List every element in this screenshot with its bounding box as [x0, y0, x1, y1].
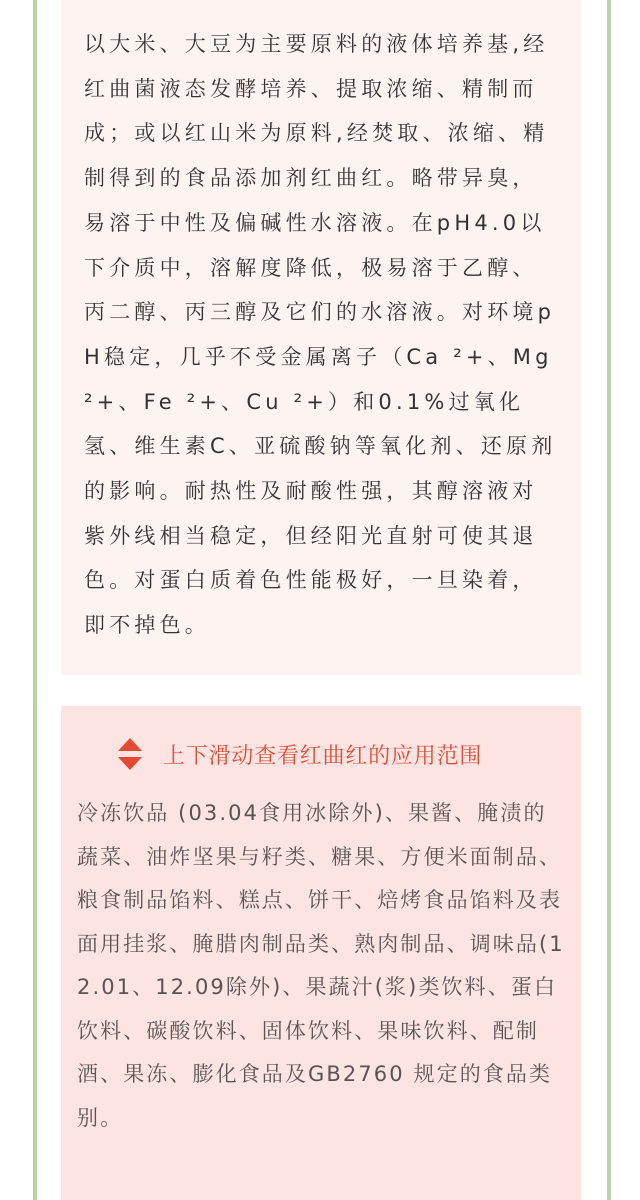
scope-text: 冷冻饮品 (03.04食用冰除外)、果酱、腌渍的蔬菜、油炸坚果与籽类、糖果、方便米面制品、粮食制品馅料、糕点、饼干、焙烤食品馅料及表面用挂浆、腌腊肉制品类、熟肉制品、调味品(12.01、12.09除外)、果蔬汁(浆)类饮料、蛋白饮料、碳酸饮料、固体饮料、果味饮料、配制酒、果冻、膨化食品及GB2760 规定的食品类别。 [77, 801, 565, 1130]
scope-header [117, 736, 482, 772]
description-text: 以大米、大豆为主要原料的液体培养基,经红曲菌液态发酵培养、提取浓缩、精制而成；或以红山米为原料,经焚取、浓缩、精制得到的食品添加剂红曲红。略带异臭，易溶于中性及偏碱性水溶液。在pH4.0以下介质中，溶解度降低，极易溶于乙醇、丙二醇、丙三醇及它们的水溶液。对环境pH稳定，几乎不受金属离子（Ca ²+、Mg ²+、Fe ²+、Cu ²+）和0.1%过氧化氢、维生素C、亚硫酸钠等氧化剂、还原剂的影响。耐热性及耐酸性强，其醇溶液对紫外线相当稳定，但经阳光直射可使其退色。对蛋白质着色性能极好，一旦染着，即不掉色。 [84, 32, 557, 638]
up-down-arrows-icon [117, 736, 143, 772]
scope-title: 上下滑动查看红曲红的应用范围 [163, 743, 483, 769]
application-scope-box[interactable] [61, 706, 581, 1200]
description-box [61, 0, 581, 675]
